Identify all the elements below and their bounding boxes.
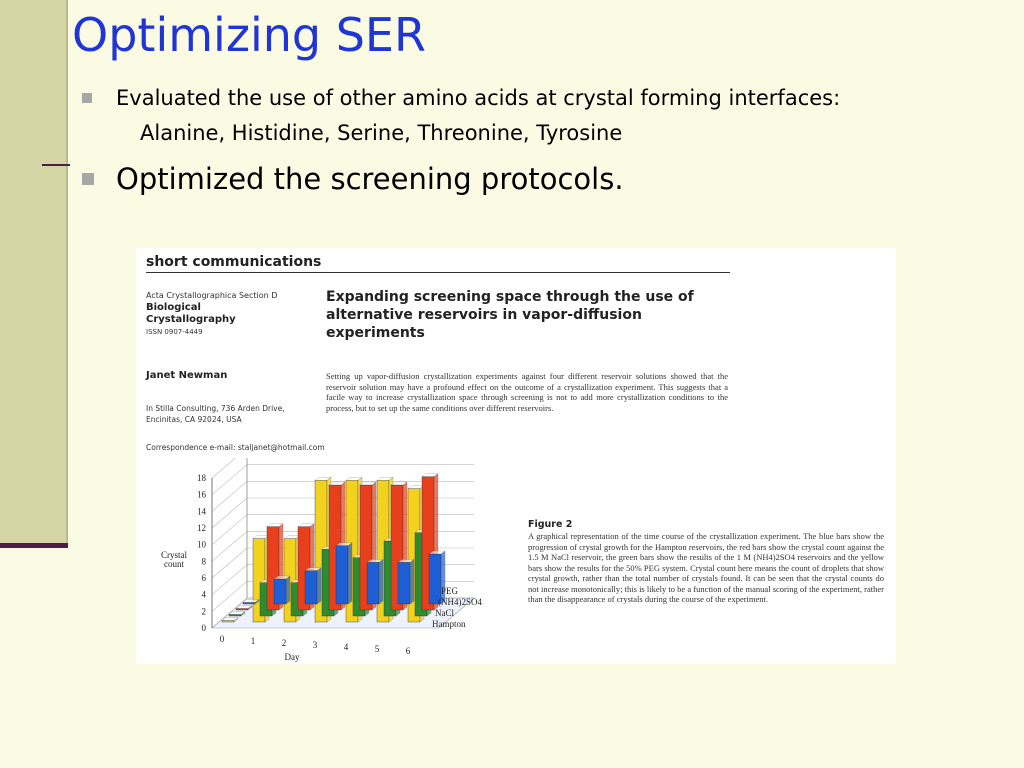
- bar-side: [348, 543, 352, 604]
- left-decor-edge: [0, 543, 68, 548]
- article-journal-name: Biological Crystallography: [146, 302, 236, 325]
- y-axis-label: Crystal: [161, 550, 187, 560]
- article-correspondence: Correspondence e-mail: staljanet@hotmail.com: [146, 443, 325, 452]
- y-tick-label: 12: [197, 523, 206, 533]
- gridline: [212, 458, 247, 478]
- article-abstract: Setting up vapor-diffusion crystallization experiments against four different reservoir solutions showed that the reservoir solution may have a profound effect on the outcome of a crystallization experiment. This suggests that a facile way to increase crystallization space through screening is not to add more crystallization conditions to the process, but to set up the same conditions over different reservoirs.: [326, 371, 728, 413]
- article-title: Expanding screening space through the use of alternative reservoirs in vapor-diffusion experiments: [326, 289, 694, 341]
- gridline: [212, 531, 247, 561]
- y-tick-label: 16: [197, 489, 206, 500]
- article-section: short communications: [146, 254, 322, 270]
- bar: [367, 562, 379, 604]
- bar: [243, 603, 255, 605]
- article-journal: Acta Crystallographica Section D: [146, 291, 278, 300]
- x-tick-label: 4: [343, 642, 349, 652]
- bar: [398, 562, 410, 604]
- y-tick-label: 10: [197, 539, 206, 550]
- gridline: [212, 481, 247, 511]
- y-tick-label: 2: [201, 606, 206, 617]
- bar-side: [379, 559, 383, 604]
- series-label: PEG: [441, 586, 459, 596]
- article-affiliation: In Stilla Consulting, 736 Arden Drive, Encinitas, CA 92024, USA: [146, 404, 285, 424]
- bar: [336, 546, 348, 604]
- left-decor-line: [66, 0, 68, 548]
- bullet-text-2: Optimized the screening protocols.: [116, 162, 624, 196]
- x-tick-label: 3: [312, 640, 318, 650]
- y-tick-label: 6: [201, 573, 206, 583]
- left-decor-bar: [0, 0, 68, 545]
- gridline: [212, 548, 247, 578]
- x-tick-label: 5: [374, 644, 380, 654]
- x-tick-label: 1: [250, 636, 256, 646]
- series-label: NaCl: [435, 608, 454, 618]
- y-tick-label: 0: [201, 623, 206, 633]
- slide-title: Optimizing SER: [72, 8, 426, 62]
- gridline: [212, 515, 247, 545]
- x-axis-label: Day: [284, 652, 300, 662]
- bar-side: [317, 568, 321, 604]
- series-label: (NH4)2SO4: [438, 597, 482, 607]
- bullet-subtext-1: Alanine, Histidine, Serine, Threonine, Tyrosine: [140, 121, 623, 145]
- bullet-icon: [82, 93, 92, 103]
- article-issn: ISSN 0907-4449: [146, 328, 203, 336]
- gridline: [212, 465, 247, 495]
- figure-caption: A graphical representation of the time course of the crystallization experiment. The blue bars show the progression of crystal growth for the Hampton reservoirs, the red bars show the crystal count against the 1.5 M NaCl reservoir, the green bars show the results of the 1 M (NH4)2SO4 reservoirs and the yellow bars show the results for the 50% PEG system. Crystal count here means the count of droplets that show crystal growth, rather than the total number of crystals found. It can be seen that the crystal counts do not increase monotonically; this is likely to be a function of the manual scoring of the experiment, rather than the disappearance of crystals during the course of the experiment.: [528, 531, 884, 604]
- article-author: Janet Newman: [146, 370, 228, 381]
- bar-side: [410, 559, 414, 604]
- bar: [274, 579, 286, 604]
- bar: [222, 621, 234, 623]
- article-image: [136, 248, 896, 664]
- x-tick-label: 2: [281, 638, 287, 648]
- bar: [236, 609, 248, 611]
- x-tick-label: 0: [219, 634, 225, 644]
- series-label: Hampton: [432, 619, 466, 629]
- bullet-text-1: Evaluated the use of other amino acids at crystal forming interfaces:: [116, 86, 841, 110]
- article-rule: [146, 272, 730, 273]
- figure-title: Figure 2: [528, 519, 573, 530]
- x-tick-label: 6: [405, 646, 411, 656]
- y-tick-label: 14: [197, 506, 206, 517]
- accent-mark: [42, 164, 70, 166]
- gridline: [212, 498, 247, 528]
- crystal-count-chart: [136, 458, 516, 664]
- y-tick-label: 8: [201, 556, 206, 567]
- gridline: [212, 565, 247, 595]
- y-tick-label: 4: [201, 589, 206, 600]
- bar-side: [286, 576, 290, 604]
- bullet-icon: [82, 173, 94, 185]
- bar: [229, 615, 241, 617]
- y-axis-label-2: count: [164, 559, 184, 569]
- bar: [305, 571, 317, 604]
- y-tick-label: 18: [197, 473, 206, 483]
